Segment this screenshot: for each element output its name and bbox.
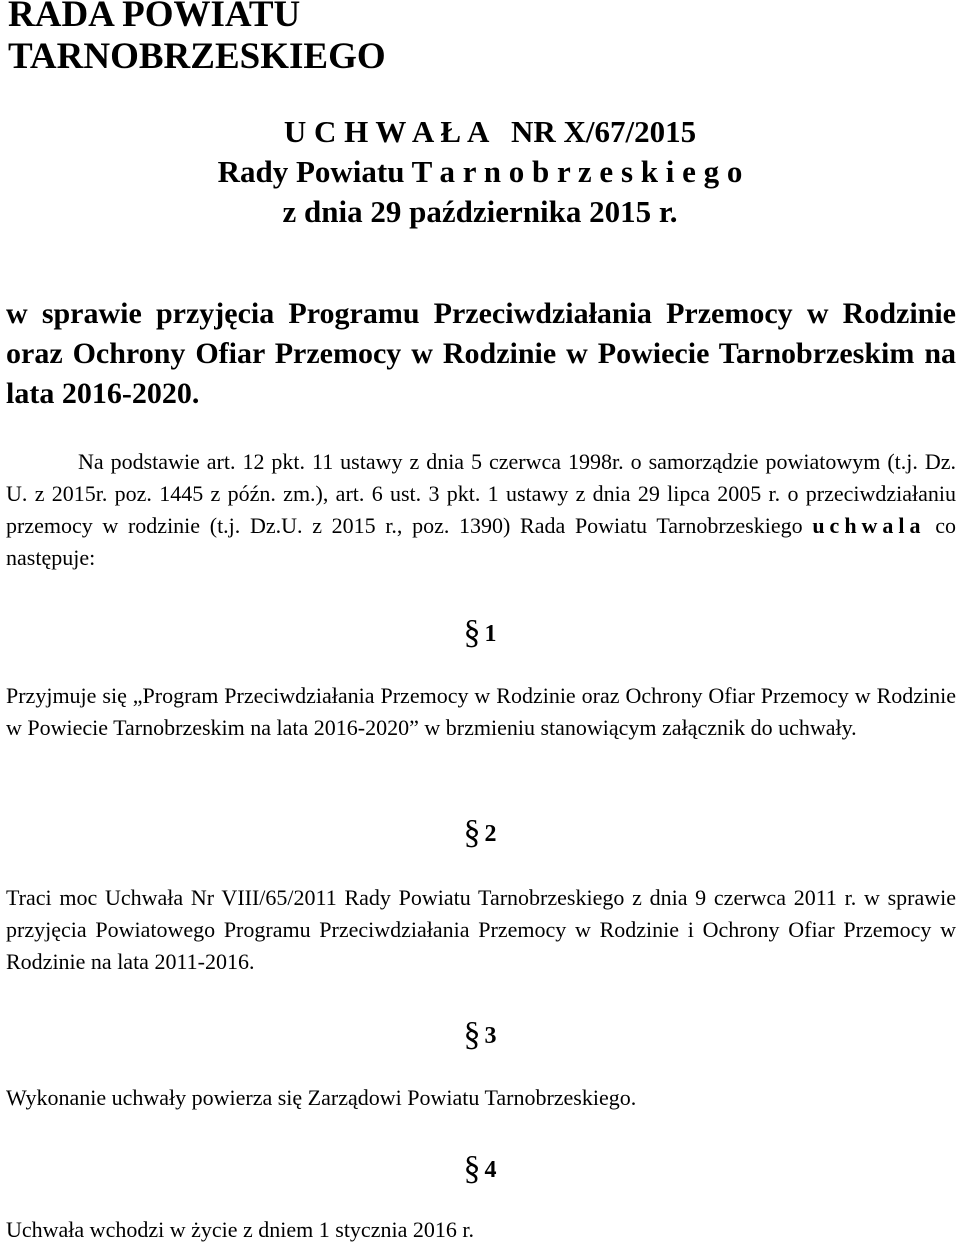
- section-number: 2: [484, 821, 497, 847]
- section-1-heading: [0, 614, 960, 652]
- preamble: [6, 446, 956, 574]
- resolution-title: [0, 112, 960, 232]
- preamble-text: Na podstawie art. 12 pkt. 11 ustawy z dnia 5 czerwca 1998r. o samorządzie powiatowym (t.j. Dz. U. z 2015r. poz. 1445 z późn. zm.), art. 6 ust. 3 pkt. 1 ustawy z dnia 29 lipca 2005 r. o przeciwdziałaniu przemocy w rodzinie (t.j. Dz.U. z 2015 r., poz. 1390) Rada Powiatu Tarnobrzeskiego: [6, 449, 956, 538]
- section-3-heading: [0, 1016, 960, 1054]
- preamble-ending: co następuje:: [6, 513, 957, 570]
- section-1-text: Przyjmuje się „Program Przeciwdziałania Przemocy w Rodzinie oraz Ochrony Ofiar Przemocy w Rodzinie w Powiecie Tarnobrzeskim na lata 2016-2020” w brzmieniu stanowiącym załącznik do uchwały.: [6, 683, 956, 740]
- council-header-line1: RADA POWIATU: [8, 0, 301, 35]
- council-header-line2: TARNOBRZESKIEGO: [8, 36, 386, 77]
- resolution-subject: w sprawie przyjęcia Programu Przeciwdziałania Przemocy w Rodzinie oraz Ochrony Ofiar Przemocy w Rodzinie w Powiecie Tarnobrzeskim na lata 2016-2020.: [6, 297, 956, 410]
- resolution-issuer: Rady Powiatu T a r n o b r z e s k i e g o: [217, 154, 743, 189]
- section-number: 3: [484, 1023, 497, 1049]
- section-4-text: Uchwała wchodzi w życie z dniem 1 stycznia 2016 r.: [6, 1217, 474, 1242]
- section-2-text: Traci moc Uchwała Nr VIII/65/2011 Rady Powiatu Tarnobrzeskiego z dnia 9 czerwca 2011 r. w sprawie przyjęcia Powiatowego Programu Przeciwdziałania Przemocy w Rodzinie i Ochrony Ofiar Przemocy w Rodzinie na lata 2011-2016.: [6, 885, 956, 974]
- section-symbol: §: [463, 1016, 481, 1053]
- section-symbol: §: [463, 614, 481, 651]
- section-4-heading: [0, 1150, 960, 1188]
- section-symbol: §: [463, 814, 481, 851]
- council-header: [8, 0, 528, 78]
- section-number: 4: [484, 1157, 497, 1183]
- resolution-date: z dnia 29 października 2015 r.: [282, 194, 678, 229]
- section-number: 1: [484, 621, 497, 647]
- resolution-number: U C H W A Ł A NR X/67/2015: [283, 114, 697, 149]
- section-symbol: §: [463, 1150, 481, 1187]
- section-3-text: Wykonanie uchwały powierza się Zarządowi Powiatu Tarnobrzeskiego.: [6, 1085, 637, 1110]
- preamble-resolves: uchwala: [812, 513, 926, 538]
- section-2-heading: [0, 814, 960, 852]
